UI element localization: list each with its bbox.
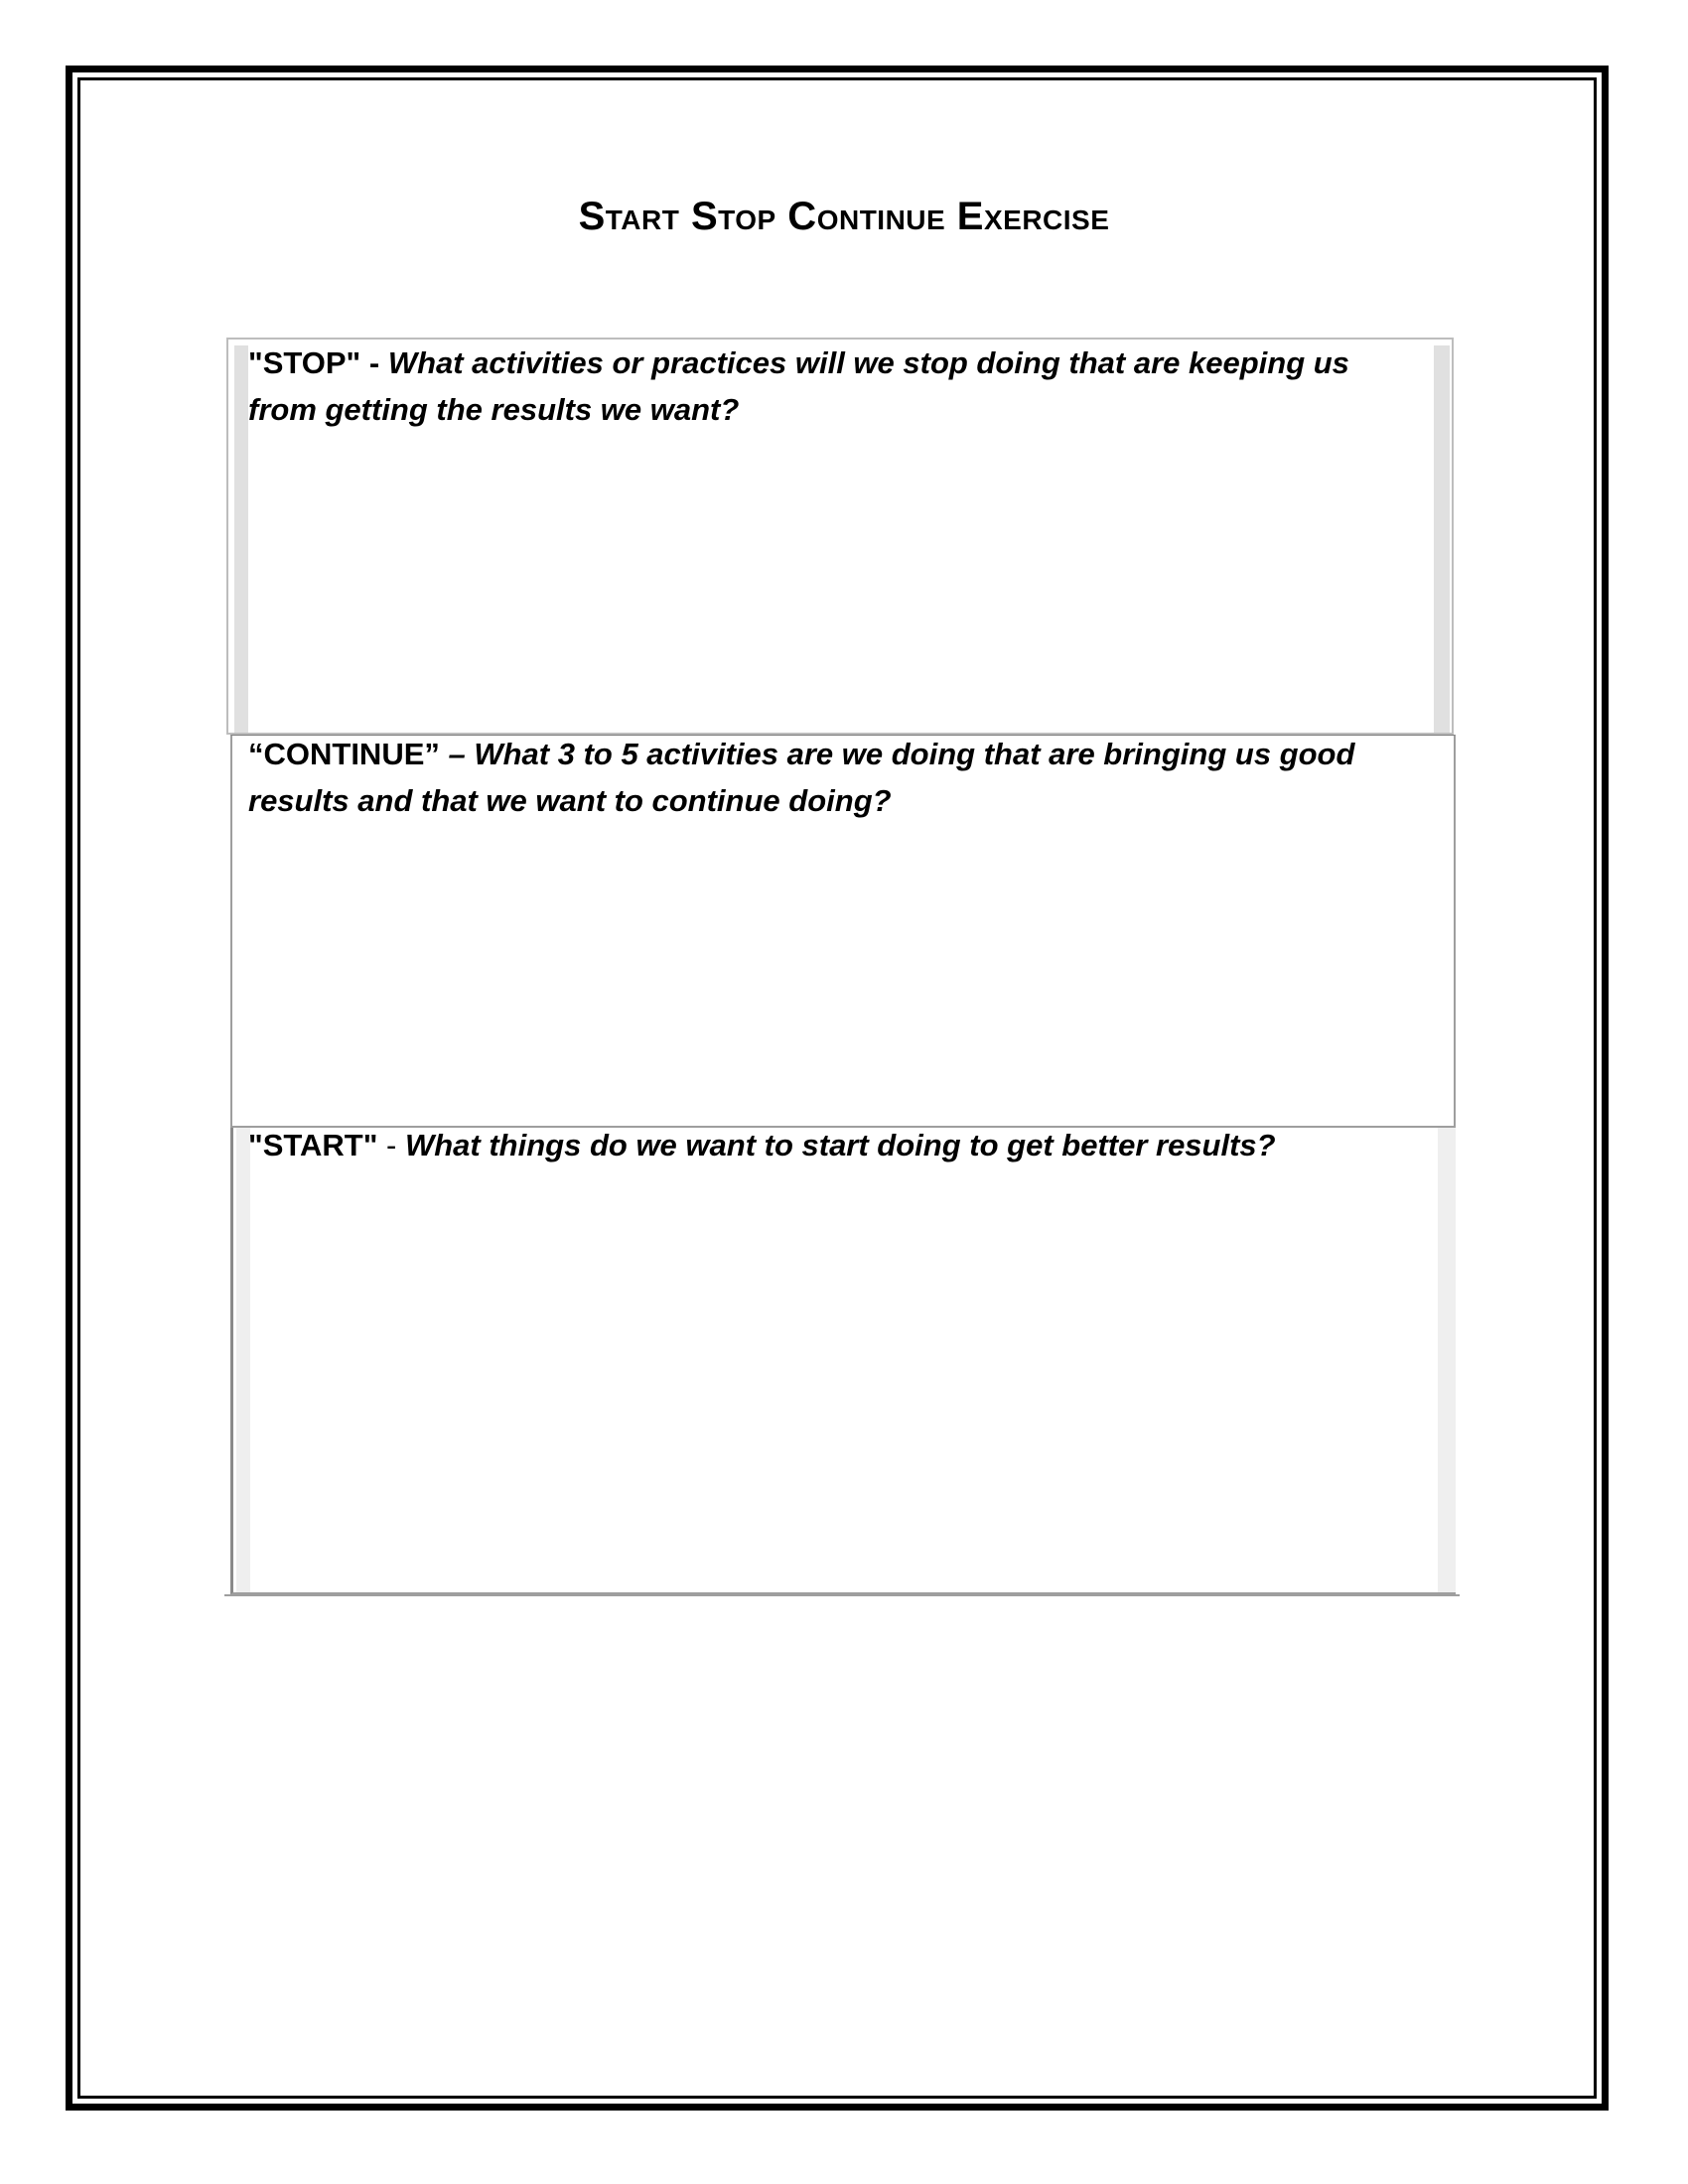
stop-section-right-bar [1434, 345, 1450, 733]
stop-prompt [248, 340, 1420, 433]
table-bottom-rule [224, 1594, 1460, 1596]
start-label: "START" [248, 1128, 378, 1162]
continue-separator: – [439, 737, 475, 771]
start-section-right-bar [1438, 1128, 1456, 1592]
stop-label: "STOP" [248, 345, 361, 380]
continue-label: “CONTINUE” [248, 737, 440, 771]
page-title: Start Stop Continue Exercise [578, 195, 1110, 238]
start-question: What things do we want to start doing to get better results? [404, 1128, 1276, 1162]
stop-question: What activities or practices will we stop doing that are keeping us from getting the results we want? [248, 345, 1349, 427]
stop-section-left-bar [234, 345, 248, 733]
continue-question: What 3 to 5 activities are we doing that are bringing us good results and that we want to continue doing? [248, 737, 1355, 818]
start-section-box[interactable] [230, 1128, 1456, 1594]
start-prompt [248, 1122, 1420, 1168]
start-section-left-bar [236, 1128, 250, 1592]
stop-separator: - [360, 345, 388, 380]
start-separator: - [377, 1128, 405, 1162]
continue-prompt [248, 731, 1420, 824]
